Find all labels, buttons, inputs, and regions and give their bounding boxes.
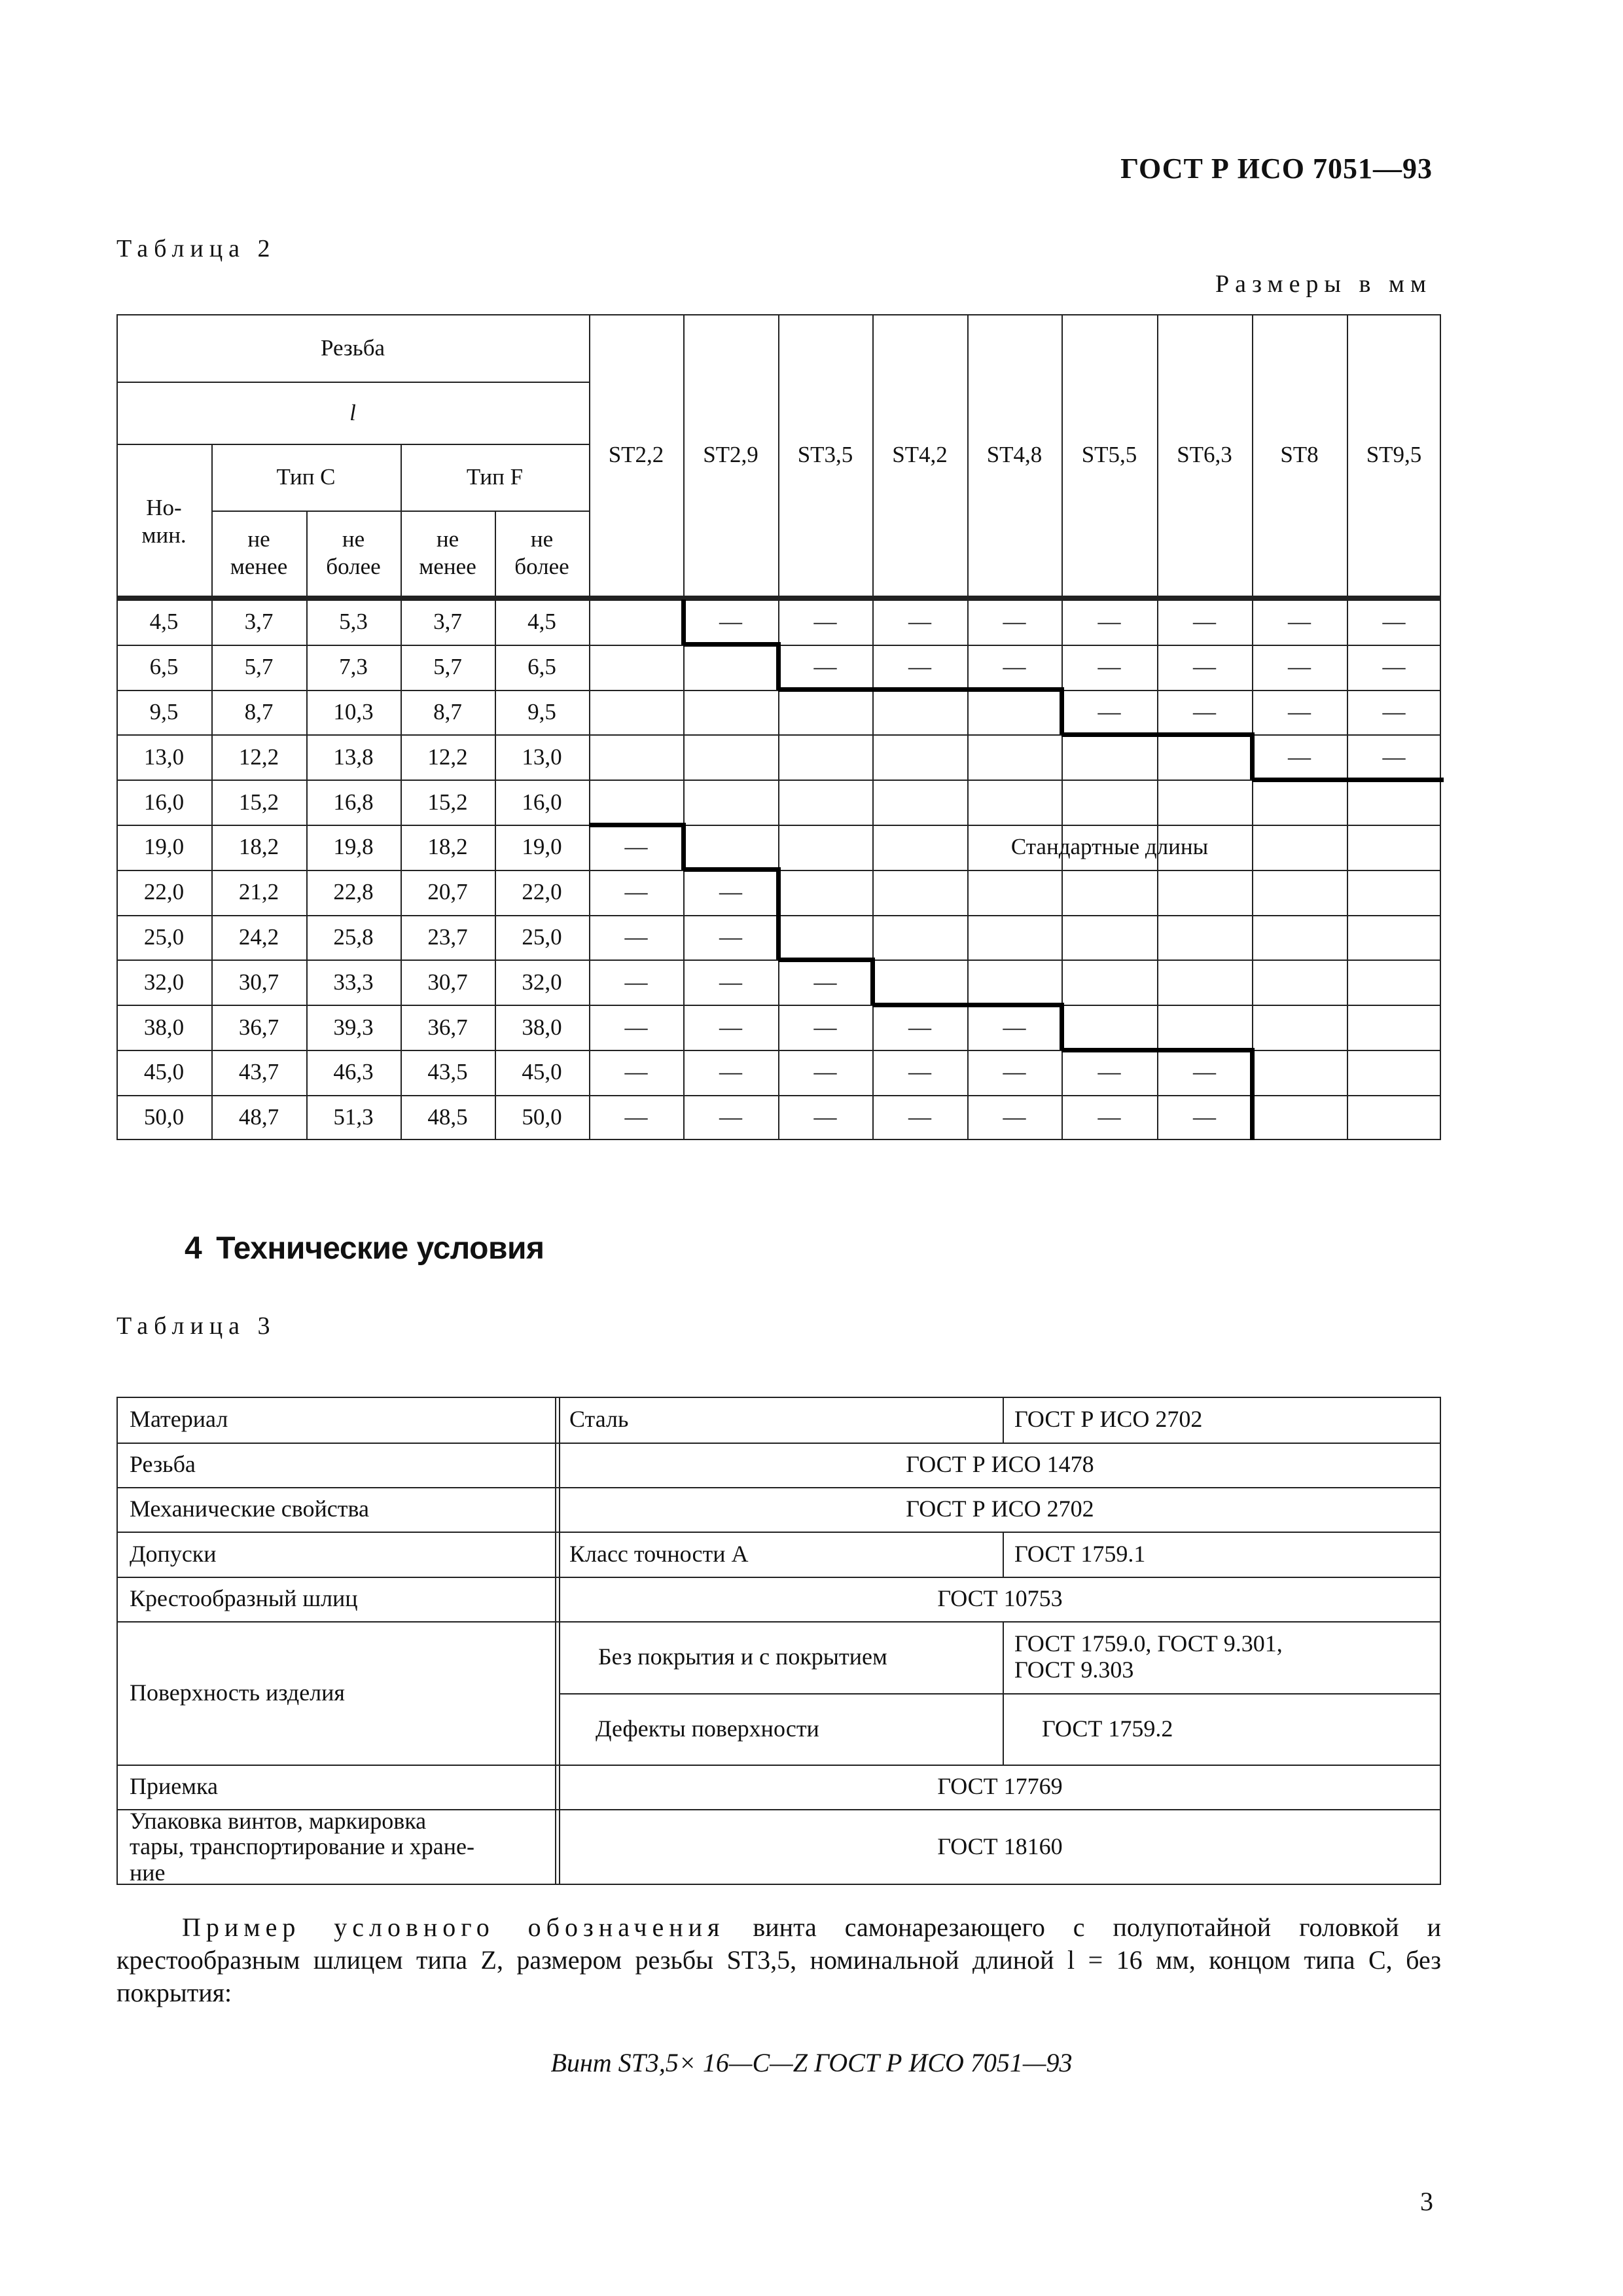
length-value-cell: 22,0 [143, 879, 185, 905]
not-applicable-dash: — [908, 609, 931, 635]
thread-size-header: ST6,3 [1177, 442, 1232, 467]
range-boundary-line [681, 825, 686, 870]
thread-size-header: ST9,5 [1366, 442, 1422, 467]
not-applicable-dash: — [719, 1104, 742, 1130]
range-boundary-line [778, 687, 1064, 692]
length-value-cell: 7,3 [339, 654, 368, 680]
not-applicable-dash: — [1003, 1014, 1026, 1040]
length-value-cell: 9,5 [527, 698, 556, 725]
range-boundary-line [681, 600, 686, 645]
length-value-cell: 32,0 [522, 969, 562, 995]
length-value-cell: 46,3 [333, 1059, 374, 1085]
length-value-cell: 50,0 [143, 1104, 185, 1130]
not-applicable-dash: — [1288, 654, 1311, 680]
length-value-cell: 5,3 [339, 609, 368, 635]
length-value-cell: 22,0 [522, 879, 562, 905]
not-applicable-dash: — [1193, 654, 1216, 680]
requirement-value: Класс точности А [569, 1540, 749, 1567]
not-applicable-dash: — [624, 834, 648, 860]
length-value-cell: 38,0 [143, 1014, 185, 1040]
length-value-cell: 25,8 [333, 924, 374, 950]
range-boundary-line [1061, 732, 1255, 737]
designation-example-paragraph [116, 1911, 1441, 2009]
length-value-cell: 45,0 [143, 1059, 185, 1085]
length-value-cell: 43,5 [427, 1059, 468, 1085]
thread-size-header: ST3,5 [797, 442, 853, 467]
not-applicable-dash: — [813, 654, 837, 680]
requirement-value: Сталь [569, 1406, 629, 1433]
example-text: винта самонарезающего с полупотайной головкой и крестообразным шлицем типа Z, размером резьбы ST3,5, номинальной длиной l = 16 мм, концом типа C, без покрытия: [116, 1912, 1441, 2007]
standard-reference: ГОСТ Р ИСО 1478 [906, 1451, 1094, 1478]
length-value-cell: 36,7 [238, 1014, 279, 1040]
header-nominal: Но- мин. [141, 495, 187, 548]
length-value-cell: 24,2 [238, 924, 279, 950]
header-min-f: не менее [419, 526, 476, 579]
range-boundary-line [778, 958, 875, 962]
length-value-cell: 8,7 [433, 698, 462, 725]
not-applicable-dash: — [1003, 1059, 1026, 1085]
length-value-cell: 30,7 [238, 969, 279, 995]
length-value-cell: 6,5 [149, 654, 179, 680]
not-applicable-dash: — [1382, 609, 1406, 635]
length-value-cell: 32,0 [143, 969, 185, 995]
page-number: 3 [1420, 2187, 1433, 2216]
length-value-cell: 18,2 [238, 834, 279, 860]
length-value-cell: 20,7 [427, 879, 468, 905]
length-value-cell: 13,8 [333, 744, 374, 770]
not-applicable-dash: — [1288, 744, 1311, 770]
standard-reference: ГОСТ 1759.1 [1014, 1540, 1146, 1567]
table-rule-double [555, 1397, 556, 1885]
length-value-cell: 19,0 [143, 834, 185, 860]
length-value-cell: 50,0 [522, 1104, 562, 1130]
not-applicable-dash: — [908, 1104, 931, 1130]
requirement-name: Материал [130, 1406, 228, 1433]
length-value-cell: 15,2 [238, 789, 279, 815]
range-boundary-line [1060, 690, 1064, 735]
not-applicable-dash: — [813, 609, 837, 635]
requirement-name: Приемка [130, 1773, 218, 1800]
length-value-cell: 43,7 [238, 1059, 279, 1085]
length-value-cell: 15,2 [427, 789, 468, 815]
standard-lengths-label: Стандартные длины [1010, 834, 1209, 860]
document-code: ГОСТ Р ИСО 7051—93 [1120, 152, 1433, 185]
not-applicable-dash: — [1382, 654, 1406, 680]
length-value-cell: 51,3 [333, 1104, 374, 1130]
requirement-name: Резьба [130, 1451, 196, 1478]
header-thread: Резьба [320, 334, 385, 361]
range-boundary-line [1250, 1050, 1255, 1140]
length-value-cell: 12,2 [427, 744, 468, 770]
section-number: 4 [185, 1231, 202, 1266]
thread-size-header: ST4,8 [986, 442, 1043, 467]
not-applicable-dash: — [719, 879, 742, 905]
not-applicable-dash: — [624, 969, 648, 995]
range-boundary-line [776, 870, 781, 960]
standard-reference: ГОСТ 17769 [937, 1773, 1063, 1800]
length-value-cell: 22,8 [333, 879, 374, 905]
not-applicable-dash: — [624, 1014, 648, 1040]
not-applicable-dash: — [624, 1059, 648, 1085]
not-applicable-dash: — [624, 879, 648, 905]
length-value-cell: 8,7 [244, 698, 274, 725]
not-applicable-dash: — [1097, 1059, 1121, 1085]
range-boundary-line [872, 1003, 1064, 1007]
length-value-cell: 25,0 [143, 924, 185, 950]
table2 [116, 314, 1441, 1140]
header-type-c: Тип C [276, 464, 336, 490]
section-title: Технические условия [216, 1231, 544, 1266]
section-heading [185, 1230, 544, 1266]
header-length-l: l [349, 399, 356, 425]
standard-reference: ГОСТ Р ИСО 2702 [1014, 1406, 1203, 1433]
header-max-f: не более [514, 526, 569, 579]
range-boundary-line [1060, 1005, 1064, 1050]
length-value-cell: 30,7 [427, 969, 468, 995]
length-value-cell: 3,7 [433, 609, 462, 635]
units-note: Размеры в мм [1215, 270, 1432, 298]
header-max-c: не более [326, 526, 381, 579]
not-applicable-dash: — [1382, 744, 1406, 770]
thread-size-header: ST4,2 [892, 442, 948, 467]
standard-reference: ГОСТ Р ИСО 2702 [906, 1496, 1094, 1522]
not-applicable-dash: — [624, 1104, 648, 1130]
not-applicable-dash: — [908, 1014, 931, 1040]
length-value-cell: 36,7 [427, 1014, 468, 1040]
example-lead: Пример условного обозначения [182, 1912, 725, 1942]
range-boundary-line [1250, 734, 1255, 780]
not-applicable-dash: — [719, 1014, 742, 1040]
not-applicable-dash: — [813, 1014, 837, 1040]
not-applicable-dash: — [1382, 698, 1406, 725]
length-value-cell: 19,8 [333, 834, 374, 860]
not-applicable-dash: — [1003, 609, 1026, 635]
length-value-cell: 3,7 [244, 609, 274, 635]
length-value-cell: 38,0 [522, 1014, 562, 1040]
range-boundary-line [1061, 1048, 1255, 1052]
not-applicable-dash: — [1193, 1104, 1216, 1130]
not-applicable-dash: — [908, 654, 931, 680]
length-value-cell: 16,8 [333, 789, 374, 815]
length-value-cell: 23,7 [427, 924, 468, 950]
requirement-name: Поверхность изделия [130, 1679, 345, 1706]
length-value-cell: 21,2 [238, 879, 279, 905]
range-boundary-line [683, 642, 781, 647]
range-boundary-line [589, 823, 686, 827]
range-boundary-line [1252, 778, 1444, 782]
length-value-cell: 18,2 [427, 834, 468, 860]
not-applicable-dash: — [1097, 1104, 1121, 1130]
range-boundary-line [870, 960, 875, 1005]
not-applicable-dash: — [1193, 609, 1216, 635]
length-value-cell: 19,0 [522, 834, 562, 860]
not-applicable-dash: — [813, 1059, 837, 1085]
not-applicable-dash: — [719, 969, 742, 995]
requirement-name: Крестообразный шлиц [130, 1585, 358, 1612]
length-value-cell: 9,5 [149, 698, 179, 725]
not-applicable-dash: — [719, 924, 742, 950]
requirement-name: Упаковка винтов, маркировка тары, транспортирование и хране- ние [130, 1807, 475, 1886]
length-value-cell: 10,3 [333, 698, 374, 725]
table2-label: Таблица 2 [116, 235, 276, 262]
thread-size-header: ST8 [1280, 442, 1319, 467]
standard-reference: ГОСТ 1759.0, ГОСТ 9.301, ГОСТ 9.303 [1014, 1630, 1283, 1683]
not-applicable-dash: — [1288, 609, 1311, 635]
not-applicable-dash: — [1193, 698, 1216, 725]
not-applicable-dash: — [813, 969, 837, 995]
length-value-cell: 5,7 [244, 654, 274, 680]
not-applicable-dash: — [813, 1104, 837, 1130]
length-value-cell: 33,3 [333, 969, 374, 995]
length-value-cell: 48,7 [238, 1104, 279, 1130]
standard-reference: ГОСТ 1759.2 [1042, 1715, 1173, 1742]
requirement-name: Механические свойства [130, 1496, 369, 1522]
header-min-c: не менее [230, 526, 288, 579]
length-value-cell: 12,2 [238, 744, 279, 770]
length-value-cell: 6,5 [527, 654, 556, 680]
range-boundary-line [683, 867, 781, 872]
length-value-cell: 48,5 [427, 1104, 468, 1130]
length-value-cell: 25,0 [522, 924, 562, 950]
requirement-value: Дефекты поверхности [596, 1715, 819, 1742]
range-boundary-line [776, 645, 781, 690]
length-value-cell: 45,0 [522, 1059, 562, 1085]
table3 [116, 1397, 1441, 1885]
length-value-cell: 39,3 [333, 1014, 374, 1040]
standard-reference: ГОСТ 10753 [937, 1585, 1063, 1612]
length-value-cell: 5,7 [433, 654, 462, 680]
not-applicable-dash: — [1193, 1059, 1216, 1085]
length-value-cell: 13,0 [522, 744, 562, 770]
requirement-value: Без покрытия и с покрытием [598, 1643, 887, 1670]
not-applicable-dash: — [624, 924, 648, 950]
not-applicable-dash: — [1097, 698, 1121, 725]
not-applicable-dash: — [719, 609, 742, 635]
header-type-f: Тип F [466, 464, 524, 490]
not-applicable-dash: — [1097, 654, 1121, 680]
thread-size-header: ST2,9 [703, 442, 758, 467]
table3-label: Таблица 3 [116, 1312, 276, 1340]
standard-reference: ГОСТ 18160 [937, 1833, 1063, 1860]
requirement-name: Допуски [130, 1540, 217, 1567]
not-applicable-dash: — [908, 1059, 931, 1085]
not-applicable-dash: — [1097, 609, 1121, 635]
designation-example: Винт ST3,5× 16—C—Z ГОСТ Р ИСО 7051—93 [550, 2048, 1073, 2077]
length-value-cell: 4,5 [527, 609, 556, 635]
length-value-cell: 16,0 [143, 789, 185, 815]
thread-size-header: ST2,2 [608, 442, 664, 467]
thread-size-header: ST5,5 [1081, 442, 1137, 467]
not-applicable-dash: — [1288, 698, 1311, 725]
length-value-cell: 4,5 [149, 609, 179, 635]
not-applicable-dash: — [1003, 1104, 1026, 1130]
length-value-cell: 16,0 [522, 789, 562, 815]
length-value-cell: 13,0 [143, 744, 185, 770]
not-applicable-dash: — [719, 1059, 742, 1085]
not-applicable-dash: — [1003, 654, 1026, 680]
